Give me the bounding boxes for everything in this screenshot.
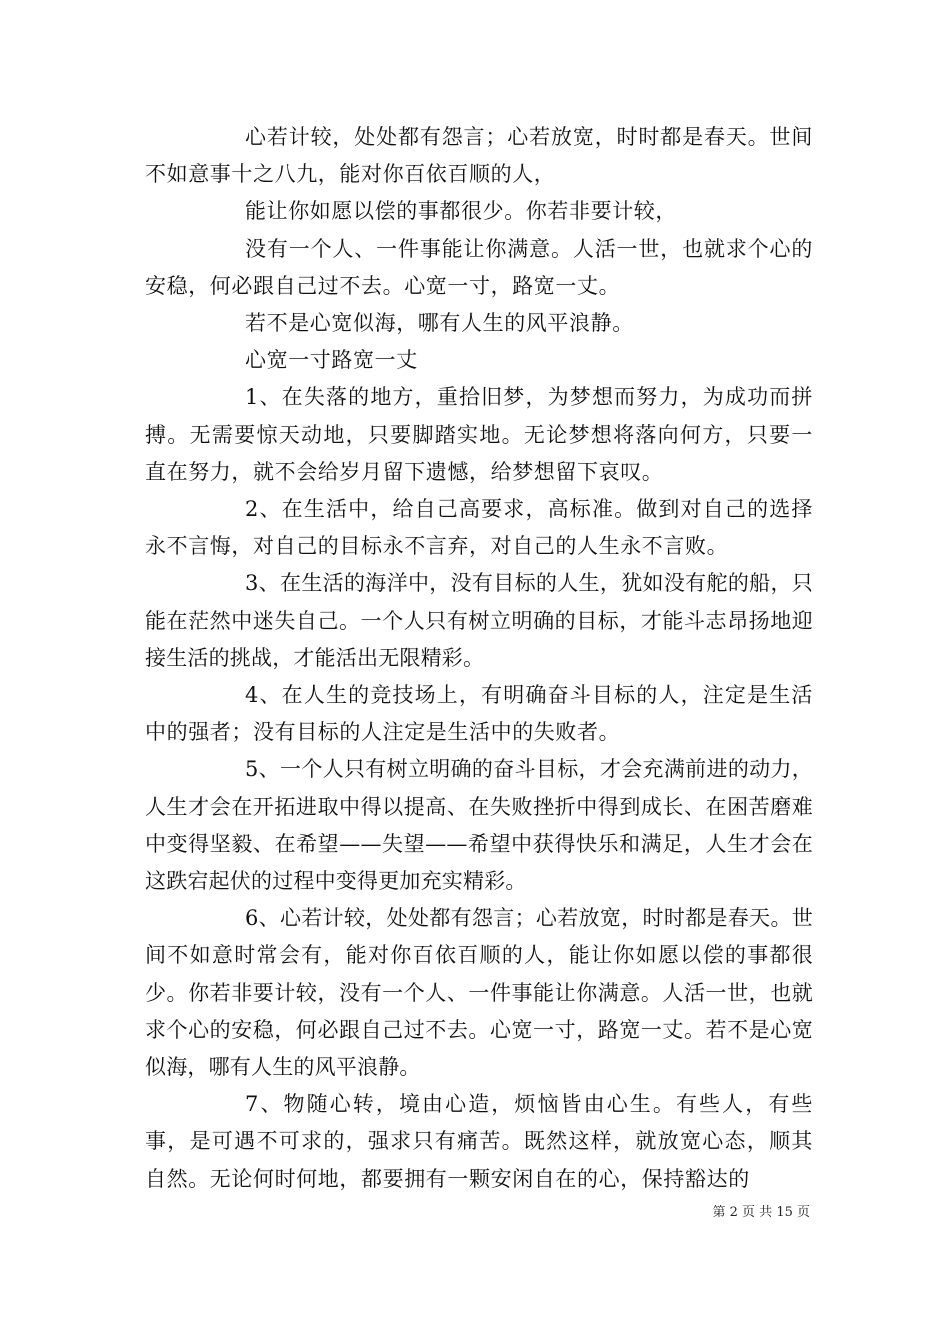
paragraph: 心若计较，处处都有怨言；心若放宽，时时都是春天。世间不如意事十之八九，能对你百依百顺的人， [145,125,813,187]
paragraph: 能让你如愿以偿的事都很少。你若非要计较， [245,199,677,224]
paragraph: 没有一个人、一件事能让你满意。人活一世，也就求个心的安稳，何必跟自己过不去。心宽一寸，路宽一丈。 [145,236,813,298]
paragraph: 4、在人生的竞技场上，有明确奋斗目标的人，注定是生活中的强者；没有目标的人注定是生活中的失败者。 [145,683,813,745]
paragraph: 7、物随心转，境由心造，烦恼皆由心生。有些人，有些事，是可遇不可求的，强求只有痛苦。既然这样，就放宽心态，顺其自然。无论何时何地，都要拥有一颗安闲自在的心，保持豁达的 [145,1092,813,1191]
page-number: 第 2 页 共 15 页 [712,1205,810,1220]
section-heading: 心宽一寸路宽一丈 [245,348,418,373]
paragraph: 3、在生活的海洋中，没有目标的人生，犹如没有舵的船，只能在茫然中迷失自己。一个人只有树立明确的目标，才能斗志昂扬地迎接生活的挑战，才能活出无限精彩。 [145,571,813,670]
paragraph: 2、在生活中，给自己高要求，高标准。做到对自己的选择永不言悔，对自己的目标永不言弃，对自己的人生永不言败。 [145,497,813,559]
paragraph: 1、在失落的地方，重拾旧梦，为梦想而努力，为成功而拼搏。无需要惊天动地，只要脚踏实地。无论梦想将落向何方，只要一直在努力，就不会给岁月留下遗憾，给梦想留下哀叹。 [145,385,813,484]
paragraph: 6、心若计较，处处都有怨言；心若放宽，时时都是春天。世间不如意时常会有，能对你百依百顺的人，能让你如愿以偿的事都很少。你若非要计较，没有一个人、一件事能让你满意。人活一世，也就求个心的安稳，何必跟自己过不去。心宽一寸，路宽一丈。若不是心宽似海，哪有人生的风平浪静。 [145,906,813,1080]
document-body [145,119,813,1198]
paragraph: 5、一个人只有树立明确的奋斗目标，才会充满前进的动力，人生才会在开拓进取中得以提高、在失败挫折中得到成长、在困苦磨难中变得坚毅、在希望——失望——希望中获得快乐和满足，人生才会在这跌宕起伏的过程中变得更加充实精彩。 [145,757,813,894]
paragraph: 若不是心宽似海，哪有人生的风平浪静。 [245,311,634,336]
